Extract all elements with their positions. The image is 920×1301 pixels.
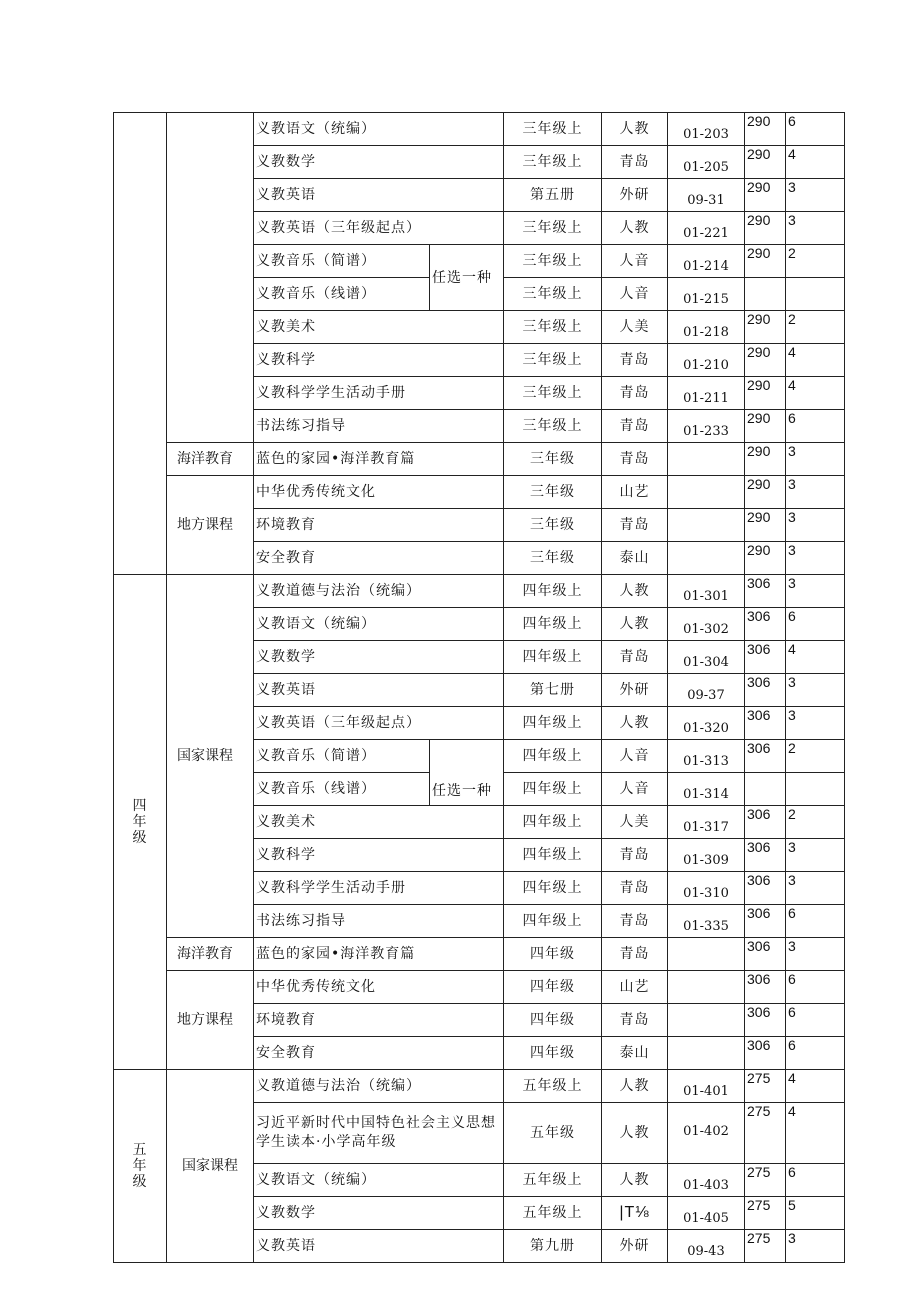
quantity-cell: 3 xyxy=(786,575,845,608)
volume-cell: 四年级 xyxy=(504,938,602,971)
price-cell: 306 xyxy=(745,707,786,740)
quantity-cell: 3 xyxy=(786,1230,845,1263)
code-cell xyxy=(668,1037,745,1070)
course-name-cell: 义教科学 xyxy=(254,344,504,377)
price-cell: 290 xyxy=(745,443,786,476)
price-cell: 275 xyxy=(745,1103,786,1164)
price-cell: 306 xyxy=(745,575,786,608)
quantity-cell: 6 xyxy=(786,1037,845,1070)
volume-cell: 五年级 xyxy=(504,1103,602,1164)
course-type-cell: 地方课程 xyxy=(167,971,254,1070)
quantity-cell: 3 xyxy=(786,509,845,542)
table-row xyxy=(114,575,845,608)
quantity-cell xyxy=(786,278,845,311)
course-name-cell: 义教英语 xyxy=(254,674,504,707)
price-cell: 306 xyxy=(745,740,786,773)
quantity-cell: 6 xyxy=(786,971,845,1004)
code-cell: 01-309 xyxy=(668,839,745,872)
course-name-cell: 义教数学 xyxy=(254,1197,504,1230)
price-cell: 306 xyxy=(745,641,786,674)
publisher-cell: 青岛 xyxy=(602,872,668,905)
volume-cell: 三年级上 xyxy=(504,377,602,410)
publisher-cell: 青岛 xyxy=(602,377,668,410)
code-cell: 01-210 xyxy=(668,344,745,377)
code-cell: 01-205 xyxy=(668,146,745,179)
grade-cell: 五年级 xyxy=(114,1070,167,1263)
course-name-cell: 环境教育 xyxy=(254,509,504,542)
quantity-cell: 2 xyxy=(786,740,845,773)
price-cell: 275 xyxy=(745,1070,786,1103)
volume-cell: 三年级 xyxy=(504,476,602,509)
code-cell: 01-314 xyxy=(668,773,745,806)
price-cell: 306 xyxy=(745,905,786,938)
code-cell: 01-320 xyxy=(668,707,745,740)
code-cell: 09-43 xyxy=(668,1230,745,1263)
course-name-cell: 义教数学 xyxy=(254,641,504,674)
volume-cell: 四年级 xyxy=(504,1004,602,1037)
publisher-cell: 外研 xyxy=(602,674,668,707)
volume-cell: 三年级 xyxy=(504,509,602,542)
code-cell: 01-215 xyxy=(668,278,745,311)
publisher-cell: 人教 xyxy=(602,575,668,608)
code-cell: 01-301 xyxy=(668,575,745,608)
elective-note-label: 任选一种 xyxy=(432,783,492,799)
volume-cell: 三年级上 xyxy=(504,212,602,245)
quantity-cell: 4 xyxy=(786,1103,845,1164)
course-name-cell: 义教英语（三年级起点） xyxy=(254,707,504,740)
course-name-cell: 义教科学学生活动手册 xyxy=(254,872,504,905)
volume-cell: 三年级 xyxy=(504,542,602,575)
course-name-cell: 义教英语 xyxy=(254,1230,504,1263)
quantity-cell: 2 xyxy=(786,311,845,344)
quantity-cell: 3 xyxy=(786,179,845,212)
quantity-cell: 4 xyxy=(786,344,845,377)
volume-cell: 第五册 xyxy=(504,179,602,212)
price-cell xyxy=(745,773,786,806)
course-name-cell: 义教音乐（简谱） xyxy=(254,245,430,278)
price-cell: 290 xyxy=(745,542,786,575)
table-row xyxy=(114,971,845,1004)
price-cell: 275 xyxy=(745,1197,786,1230)
quantity-cell: 6 xyxy=(786,113,845,146)
table-row xyxy=(114,476,845,509)
quantity-cell: 5 xyxy=(786,1197,845,1230)
course-name-cell: 书法练习指导 xyxy=(254,905,504,938)
price-cell: 306 xyxy=(745,839,786,872)
volume-cell: 四年级上 xyxy=(504,839,602,872)
publisher-cell: 人教 xyxy=(602,1103,668,1164)
quantity-cell: 2 xyxy=(786,245,845,278)
publisher-cell: 青岛 xyxy=(602,410,668,443)
quantity-cell: 4 xyxy=(786,1070,845,1103)
volume-cell: 四年级 xyxy=(504,971,602,1004)
course-name-cell: 义教语文（统编） xyxy=(254,1164,504,1197)
volume-cell: 四年级上 xyxy=(504,872,602,905)
code-cell: 09-31 xyxy=(668,179,745,212)
volume-cell: 四年级上 xyxy=(504,740,602,773)
publisher-cell: 青岛 xyxy=(602,1004,668,1037)
price-cell: 306 xyxy=(745,1004,786,1037)
code-cell: 01-304 xyxy=(668,641,745,674)
elective-note-cell: 任选一种 xyxy=(430,245,504,311)
course-name-cell: 义教语文（统编） xyxy=(254,608,504,641)
volume-cell: 四年级上 xyxy=(504,905,602,938)
table-row xyxy=(114,938,845,971)
course-name-cell: 义教语文（统编） xyxy=(254,113,504,146)
course-name-cell: 义教美术 xyxy=(254,311,504,344)
volume-cell: 四年级 xyxy=(504,1037,602,1070)
publisher-cell: 青岛 xyxy=(602,938,668,971)
volume-cell: 三年级上 xyxy=(504,278,602,311)
publisher-cell: 青岛 xyxy=(602,905,668,938)
course-name-cell: 安全教育 xyxy=(254,1037,504,1070)
course-type-cell xyxy=(167,113,254,443)
publisher-cell: 青岛 xyxy=(602,839,668,872)
course-type-cell: 地方课程 xyxy=(167,476,254,575)
code-cell: 01-313 xyxy=(668,740,745,773)
publisher-cell: 人音 xyxy=(602,278,668,311)
course-name-cell: 义教英语（三年级起点） xyxy=(254,212,504,245)
course-name-cell: 环境教育 xyxy=(254,1004,504,1037)
volume-cell: 四年级上 xyxy=(504,773,602,806)
quantity-cell: 6 xyxy=(786,1164,845,1197)
price-cell: 290 xyxy=(745,377,786,410)
quantity-cell: 3 xyxy=(786,674,845,707)
course-name-cell: 义教道德与法治（统编） xyxy=(254,1070,504,1103)
quantity-cell: 3 xyxy=(786,212,845,245)
elective-note-cell xyxy=(430,740,504,806)
quantity-cell: 3 xyxy=(786,872,845,905)
publisher-cell: 人教 xyxy=(602,608,668,641)
code-cell xyxy=(668,443,745,476)
code-cell: 01-401 xyxy=(668,1070,745,1103)
course-name-cell: 义教数学 xyxy=(254,146,504,179)
course-name-cell: 蓝色的家园•海洋教育篇 xyxy=(254,938,504,971)
volume-cell: 四年级上 xyxy=(504,641,602,674)
volume-cell: 第七册 xyxy=(504,674,602,707)
course-name-cell: 义教音乐（简谱） xyxy=(254,740,430,773)
price-cell: 306 xyxy=(745,608,786,641)
publisher-cell: 泰山 xyxy=(602,1037,668,1070)
quantity-cell: 3 xyxy=(786,707,845,740)
volume-cell: 五年级上 xyxy=(504,1197,602,1230)
price-cell: 290 xyxy=(745,113,786,146)
publisher-cell: 人音 xyxy=(602,245,668,278)
publisher-cell: 外研 xyxy=(602,179,668,212)
course-name-cell: 蓝色的家园•海洋教育篇 xyxy=(254,443,504,476)
quantity-cell: 3 xyxy=(786,476,845,509)
volume-cell: 第九册 xyxy=(504,1230,602,1263)
price-cell: 290 xyxy=(745,344,786,377)
volume-cell: 四年级上 xyxy=(504,608,602,641)
grade-cell xyxy=(114,113,167,575)
code-cell: 01-218 xyxy=(668,311,745,344)
publisher-cell: 泰山 xyxy=(602,542,668,575)
volume-cell: 三年级上 xyxy=(504,245,602,278)
course-name-cell: 义教英语 xyxy=(254,179,504,212)
course-name-cell: 中华优秀传统文化 xyxy=(254,476,504,509)
code-cell: 01-335 xyxy=(668,905,745,938)
course-name-cell: 义教美术 xyxy=(254,806,504,839)
publisher-cell: 山艺 xyxy=(602,971,668,1004)
price-cell: 306 xyxy=(745,971,786,1004)
code-cell: 01-317 xyxy=(668,806,745,839)
price-cell: 290 xyxy=(745,311,786,344)
volume-cell: 三年级上 xyxy=(504,146,602,179)
quantity-cell: 3 xyxy=(786,839,845,872)
code-cell: 01-214 xyxy=(668,245,745,278)
publisher-cell: 外研 xyxy=(602,1230,668,1263)
price-cell: 275 xyxy=(745,1164,786,1197)
volume-cell: 三年级上 xyxy=(504,344,602,377)
publisher-cell: 青岛 xyxy=(602,146,668,179)
publisher-cell: 青岛 xyxy=(602,641,668,674)
volume-cell: 三年级上 xyxy=(504,311,602,344)
publisher-cell: 人音 xyxy=(602,740,668,773)
publisher-cell: 青岛 xyxy=(602,509,668,542)
quantity-cell: 3 xyxy=(786,542,845,575)
code-cell xyxy=(668,509,745,542)
price-cell: 275 xyxy=(745,1230,786,1263)
publisher-cell: 人美 xyxy=(602,806,668,839)
quantity-cell: 4 xyxy=(786,641,845,674)
publisher-cell: 青岛 xyxy=(602,443,668,476)
course-name-cell: 义教音乐（线谱） xyxy=(254,773,430,806)
code-cell xyxy=(668,476,745,509)
code-cell xyxy=(668,938,745,971)
course-name-cell: 义教道德与法治（统编） xyxy=(254,575,504,608)
volume-cell: 四年级上 xyxy=(504,707,602,740)
price-cell: 290 xyxy=(745,476,786,509)
code-cell xyxy=(668,1004,745,1037)
publisher-cell: 山艺 xyxy=(602,476,668,509)
publisher-cell: 人教 xyxy=(602,113,668,146)
code-cell: 09-37 xyxy=(668,674,745,707)
price-cell: 290 xyxy=(745,245,786,278)
quantity-cell: 6 xyxy=(786,608,845,641)
code-cell: 01-233 xyxy=(668,410,745,443)
publisher-cell: |T⅛ xyxy=(602,1197,668,1230)
price-cell: 290 xyxy=(745,509,786,542)
code-cell: 01-405 xyxy=(668,1197,745,1230)
course-name-cell: 习近平新时代中国特色社会主义思想学生读本·小学高年级 xyxy=(254,1103,504,1164)
code-cell: 01-203 xyxy=(668,113,745,146)
course-name-cell: 义教科学学生活动手册 xyxy=(254,377,504,410)
quantity-cell: 4 xyxy=(786,146,845,179)
publisher-cell: 人教 xyxy=(602,212,668,245)
quantity-cell: 3 xyxy=(786,443,845,476)
course-name-cell: 书法练习指导 xyxy=(254,410,504,443)
code-cell: 01-402 xyxy=(668,1103,745,1164)
price-cell: 290 xyxy=(745,179,786,212)
course-type-cell: 国家课程 xyxy=(167,575,254,938)
quantity-cell: 6 xyxy=(786,410,845,443)
volume-cell: 三年级上 xyxy=(504,113,602,146)
volume-cell: 四年级上 xyxy=(504,575,602,608)
quantity-cell: 6 xyxy=(786,905,845,938)
publisher-cell: 人教 xyxy=(602,1070,668,1103)
price-cell: 290 xyxy=(745,410,786,443)
volume-cell: 三年级上 xyxy=(504,410,602,443)
course-name-cell: 义教音乐（线谱） xyxy=(254,278,430,311)
volume-cell: 四年级上 xyxy=(504,806,602,839)
table-row xyxy=(114,1070,845,1103)
price-cell: 306 xyxy=(745,674,786,707)
volume-cell: 五年级上 xyxy=(504,1164,602,1197)
price-cell: 306 xyxy=(745,806,786,839)
code-cell: 01-310 xyxy=(668,872,745,905)
price-cell xyxy=(745,278,786,311)
price-cell: 306 xyxy=(745,938,786,971)
code-cell xyxy=(668,542,745,575)
code-cell: 01-221 xyxy=(668,212,745,245)
table-row xyxy=(114,443,845,476)
textbook-table xyxy=(113,112,845,1263)
quantity-cell: 2 xyxy=(786,806,845,839)
price-cell: 306 xyxy=(745,872,786,905)
code-cell xyxy=(668,971,745,1004)
publisher-cell: 人音 xyxy=(602,773,668,806)
code-cell: 01-211 xyxy=(668,377,745,410)
code-cell: 01-302 xyxy=(668,608,745,641)
publisher-cell: 人美 xyxy=(602,311,668,344)
quantity-cell: 6 xyxy=(786,1004,845,1037)
price-cell: 290 xyxy=(745,146,786,179)
volume-cell: 五年级上 xyxy=(504,1070,602,1103)
course-type-cell: 国家课程 xyxy=(167,1070,254,1263)
course-name-cell: 中华优秀传统文化 xyxy=(254,971,504,1004)
publisher-cell: 人教 xyxy=(602,1164,668,1197)
quantity-cell: 3 xyxy=(786,938,845,971)
grade-cell: 四年级 xyxy=(114,575,167,1070)
course-type-cell: 海洋教育 xyxy=(167,443,254,476)
price-cell: 290 xyxy=(745,212,786,245)
quantity-cell xyxy=(786,773,845,806)
course-name-cell: 安全教育 xyxy=(254,542,504,575)
table-row xyxy=(114,113,845,146)
course-name-cell: 义教科学 xyxy=(254,839,504,872)
publisher-cell: 人教 xyxy=(602,707,668,740)
price-cell: 306 xyxy=(745,1037,786,1070)
quantity-cell: 4 xyxy=(786,377,845,410)
publisher-cell: 青岛 xyxy=(602,344,668,377)
course-type-cell: 海洋教育 xyxy=(167,938,254,971)
volume-cell: 三年级 xyxy=(504,443,602,476)
code-cell: 01-403 xyxy=(668,1164,745,1197)
